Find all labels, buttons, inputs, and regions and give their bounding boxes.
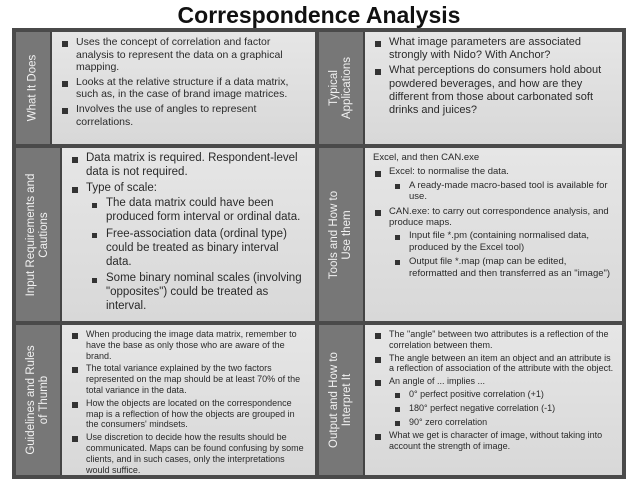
list-item: Use discretion to decide how the results should be communicated. Maps can be found confusing by some clients, and in such cases, only the interpretations would suffice. <box>70 432 307 475</box>
panel-content <box>365 148 622 321</box>
list-item: What image parameters are associated strongly with Nido? With Anchor? <box>373 36 614 62</box>
list-item: Type of scale: <box>70 182 307 196</box>
list-item: Involves the use of angles to represent correlations. <box>60 103 307 128</box>
list-subitem: Input file *.pm (containing normalised data, produced by the Excel tool) <box>373 230 614 253</box>
tab-typical-applications <box>319 32 365 144</box>
tab-tools <box>319 148 365 321</box>
list-subitem: Output file *.map (map can be edited, reformatted and then transferred as an "image") <box>373 256 614 279</box>
panel-content <box>52 32 315 144</box>
panel-what-it-does <box>16 32 315 144</box>
slide-title: Correspondence Analysis <box>177 2 461 28</box>
list-subitem: 180° perfect negative correlation (-1) <box>373 403 614 414</box>
tab-label: Typical Applications <box>328 57 353 120</box>
panel-tools <box>319 148 622 321</box>
list-item: The "angle" between two attributes is a reflection of the correlation between them. <box>373 329 614 351</box>
tab-input-requirements <box>16 148 62 321</box>
list-subitem: Free-association data (ordinal type) could be treated as binary interval data. <box>70 228 307 269</box>
panel-input-requirements <box>16 148 315 321</box>
tab-label: Guidelines and Rules of Thumb <box>25 345 50 455</box>
list-item: Data matrix is required. Respondent-level data is not required. <box>70 152 307 180</box>
tab-label: Input Requirements and Cautions <box>25 173 50 296</box>
tab-label: Tools and How to Use them <box>328 190 353 279</box>
panel-output <box>319 325 622 475</box>
tab-what-it-does <box>16 32 52 144</box>
list-item: The total variance explained by the two factors represented on the map should be at least 70% of the total variance in the data. <box>70 363 307 395</box>
list-item: An angle of ... implies ... <box>373 376 614 387</box>
panel-content <box>62 325 315 475</box>
tab-label: What It Does <box>26 54 39 122</box>
tools-intro: Excel, and then CAN.exe <box>373 152 480 163</box>
list-item: What perceptions do consumers hold about powdered beverages, and how are they different from those about carbonated soft drinks and juices? <box>373 64 614 117</box>
panel-content <box>62 148 315 321</box>
list-subitem: Some binary nominal scales (involving "opposites") could be treated as interval. <box>70 272 307 313</box>
list-subitem: A ready-made macro-based tool is available for use. <box>373 180 614 203</box>
panel-content <box>365 32 622 144</box>
tab-label: Output and How to Interpret It <box>328 352 353 448</box>
list-item: Uses the concept of correlation and factor analysis to represent the data on a graphical mapping. <box>60 36 307 74</box>
panel-content <box>365 325 622 475</box>
list-item: What we get is character of image, without taking into account the strength of image. <box>373 430 614 452</box>
list-subitem: The data matrix could have been produced form interval or ordinal data. <box>70 197 307 225</box>
tab-guidelines <box>16 325 62 475</box>
tab-output <box>319 325 365 475</box>
list-subitem: 90° zero correlation <box>373 417 614 428</box>
panel-guidelines <box>16 325 315 475</box>
list-subitem: 0° perfect positive correlation (+1) <box>373 389 614 400</box>
list-item: Looks at the relative structure if a data matrix, such as, in the case of brand image matrices. <box>60 76 307 101</box>
list-item: When producing the image data matrix, remember to have the base as only those who are aware of the brand. <box>70 329 307 361</box>
scanned-table <box>12 28 626 479</box>
panel-typical-applications <box>319 32 622 144</box>
list-item: The angle between an item an object and an attribute is a reflection of association of the attribute with the object. <box>373 353 614 375</box>
list-item: Excel: to normalise the data. <box>373 166 614 177</box>
list-item: CAN.exe: to carry out correspondence analysis, and produce maps. <box>373 206 614 229</box>
list-item: How the objects are located on the correspondence map is a reflection of how the objects are grouped in the consumers' mindsets. <box>70 398 307 430</box>
